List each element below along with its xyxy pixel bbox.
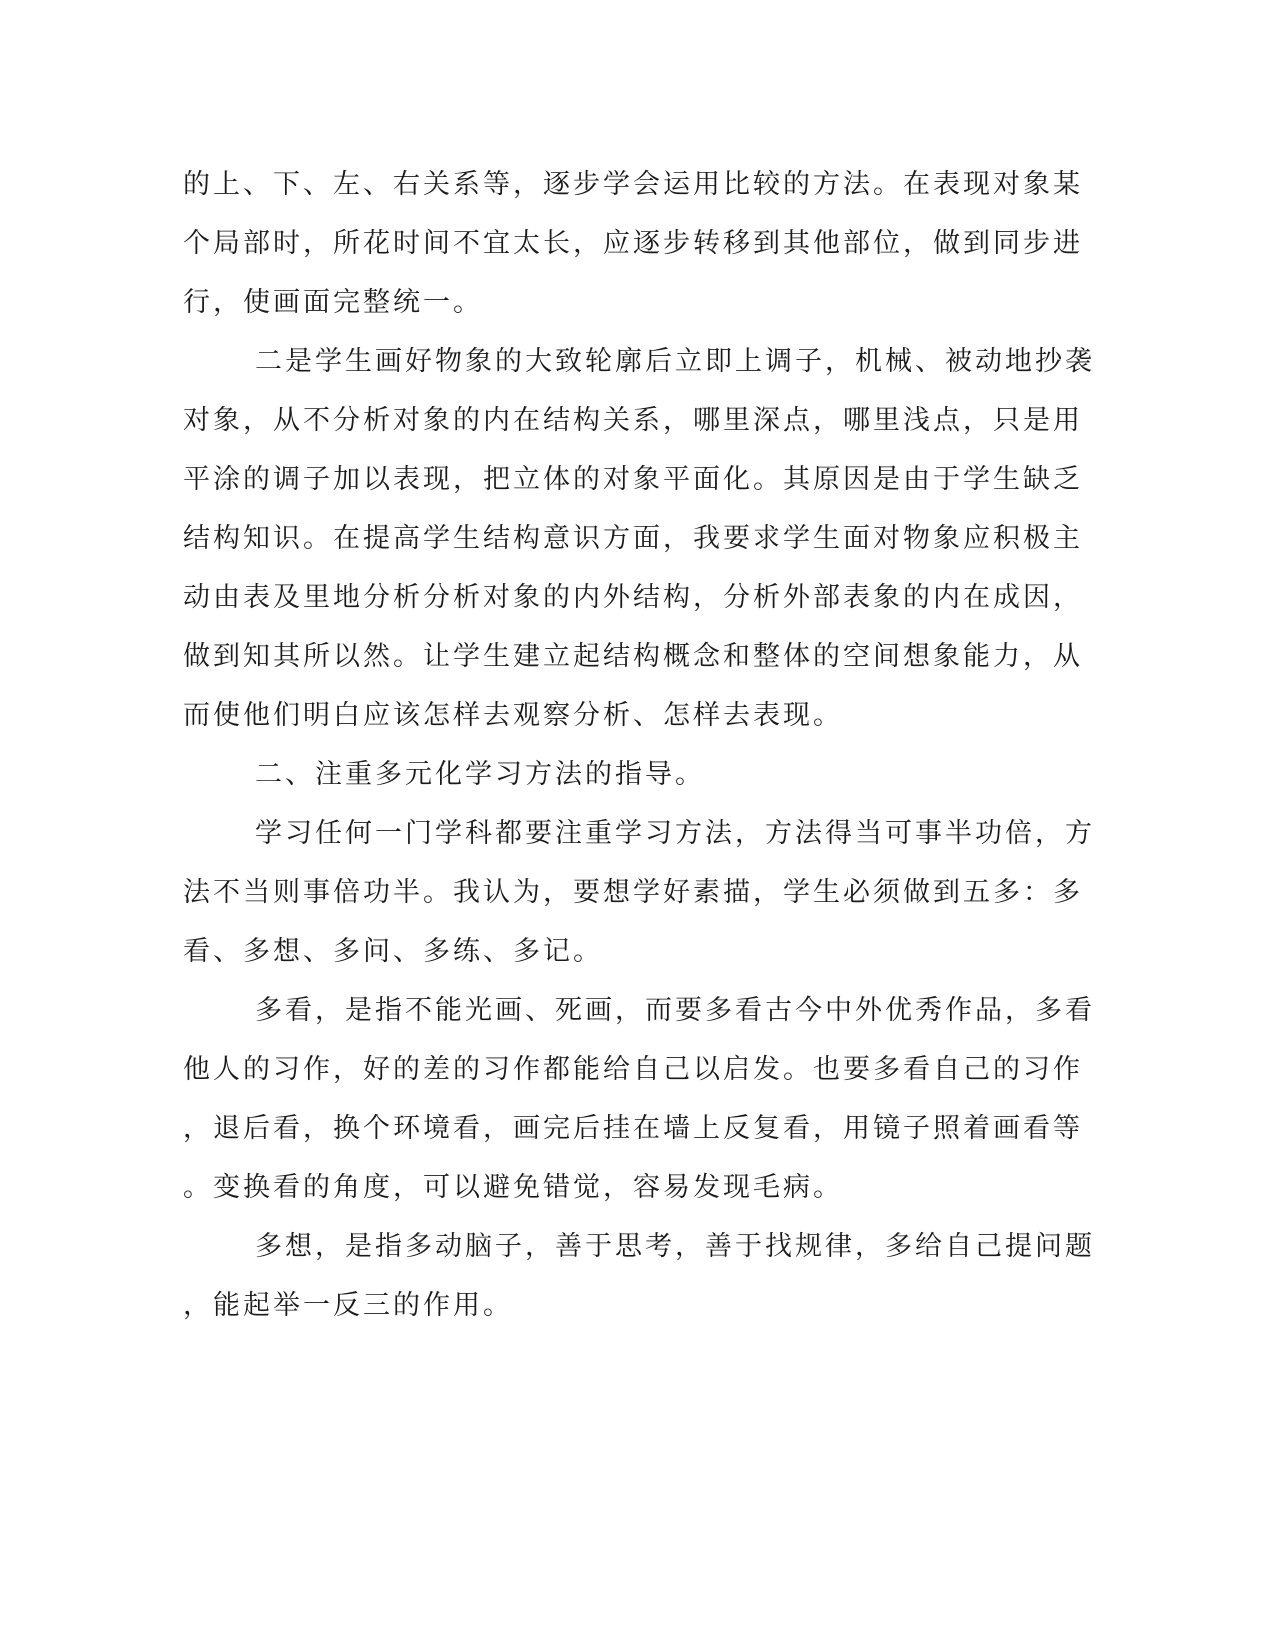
text-line: 的上、下、左、右关系等，逐步学会运用比较的方法。在表现对象某: [183, 169, 1083, 200]
text-line: 他人的习作，好的差的习作都能给自己以启发。也要多看自己的习作: [183, 1054, 1083, 1085]
text-line: 对象，从不分析对象的内在结构关系，哪里深点，哪里浅点，只是用: [183, 405, 1083, 436]
text-line: 而使他们明白应该怎样去观察分析、怎样去表现。: [183, 700, 843, 731]
text-line: 个局部时，所花时间不宜太长，应逐步转移到其他部位，做到同步进: [183, 228, 1083, 259]
text-line: 行，使画面完整统一。: [183, 287, 483, 318]
text-line: 法不当则事倍功半。我认为，要想学好素描，学生必须做到五多：多: [183, 877, 1083, 908]
text-line: 做到知其所以然。让学生建立起结构概念和整体的空间想象能力，从: [183, 641, 1083, 672]
text-line: ，退后看，换个环境看，画完后挂在墙上反复看，用镜子照着画看等: [183, 1113, 1083, 1144]
text-line: 看、多想、多问、多练、多记。: [183, 936, 603, 967]
text-line: 平涂的调子加以表现，把立体的对象平面化。其原因是由于学生缺乏: [183, 464, 1083, 495]
text-line: ，能起举一反三的作用。: [183, 1290, 513, 1321]
paragraph-start-line: 多看，是指不能光画、死画，而要多看古今中外优秀作品，多看: [255, 995, 1095, 1026]
text-line: 。变换看的角度，可以避免错觉，容易发现毛病。: [183, 1172, 843, 1203]
text-line: 动由表及里地分析分析对象的内外结构，分析外部表象的内在成因，: [183, 582, 1083, 613]
section-heading: 二、注重多元化学习方法的指导。: [255, 759, 705, 790]
paragraph-start-line: 多想，是指多动脑子，善于思考，善于找规律，多给自己提问题: [255, 1231, 1095, 1262]
text-line: 结构知识。在提高学生结构意识方面，我要求学生面对物象应积极主: [183, 523, 1083, 554]
document-body: [183, 155, 1095, 1335]
paragraph-start-line: 学习任何一门学科都要注重学习方法，方法得当可事半功倍，方: [255, 818, 1095, 849]
paragraph-start-line: 二是学生画好物象的大致轮廓后立即上调子，机械、被动地抄袭: [255, 346, 1095, 377]
